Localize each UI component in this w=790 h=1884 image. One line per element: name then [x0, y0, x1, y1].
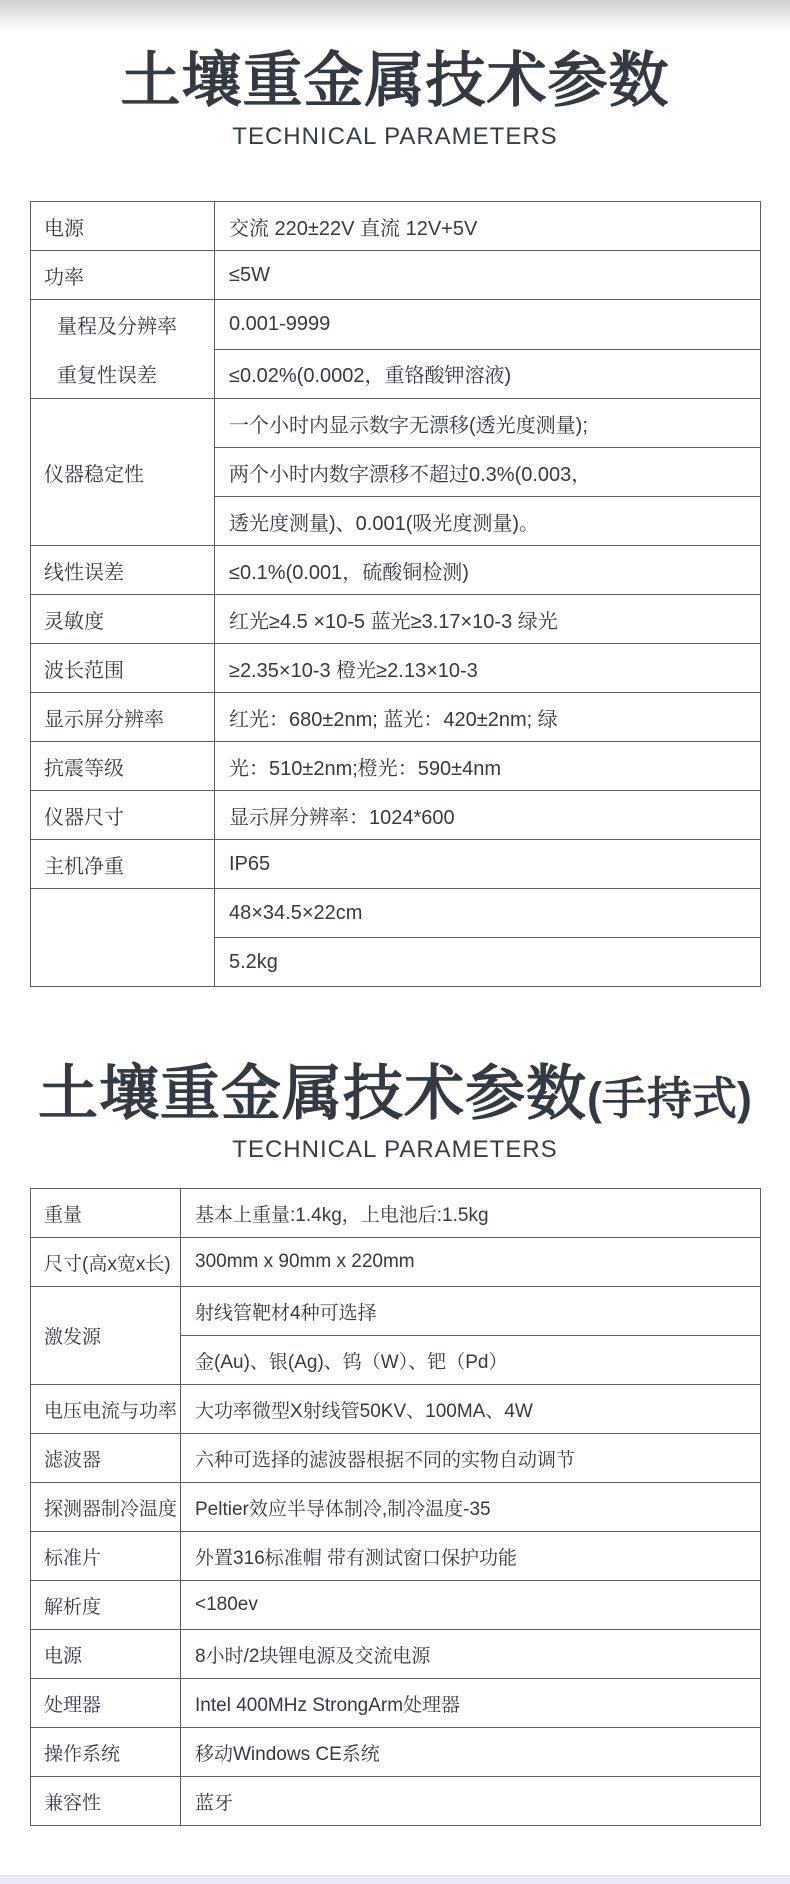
- page-title-text: 土壤重金属技术参数: [120, 47, 670, 114]
- page-subtitle: TECHNICAL PARAMETERS: [232, 1136, 558, 1163]
- param-label: 重量: [31, 1189, 181, 1238]
- table-row: [31, 1581, 761, 1630]
- page-title-text: 土壤重金属技术参数: [38, 1060, 587, 1127]
- param-value: 外置316标准帽 带有测试窗口保护功能: [181, 1532, 761, 1581]
- param-label: 滤波器: [31, 1434, 181, 1483]
- param-value: 金(Au)、银(Ag)、钨（W）、钯（Pd）: [181, 1336, 761, 1385]
- param-label: 电源: [31, 202, 215, 251]
- param-value: ≥2.35×10-3 橙光≥2.13×10-3: [215, 644, 761, 693]
- table-row: [31, 1385, 761, 1434]
- bottom-band: [0, 1875, 790, 1884]
- param-label: 探测器制冷温度: [31, 1483, 181, 1532]
- param-value: 0.001-9999: [215, 300, 761, 350]
- param-value: 六种可选择的滤波器根据不同的实物自动调节: [181, 1434, 761, 1483]
- table-row: [31, 791, 761, 840]
- table-row: [31, 1238, 761, 1287]
- param-value: 红光：680±2nm; 蓝光：420±2nm; 绿: [215, 693, 761, 742]
- param-value: 交流 220±22V 直流 12V+5V: [215, 202, 761, 251]
- spec-table-benchtop: [30, 201, 761, 987]
- param-value: 8小时/2块锂电源及交流电源: [181, 1630, 761, 1679]
- param-label: 标准片: [31, 1532, 181, 1581]
- param-label: 线性误差: [31, 546, 215, 595]
- param-value: <180ev: [181, 1581, 761, 1630]
- table-row: [31, 742, 761, 791]
- param-label: 功率: [31, 251, 215, 300]
- param-label: 显示屏分辨率: [31, 693, 215, 742]
- table-row: [31, 202, 761, 251]
- param-value: ≤0.02%(0.0002，重铬酸钾溶液): [215, 349, 761, 399]
- table-row: [31, 1630, 761, 1679]
- param-label: 激发源: [31, 1287, 181, 1385]
- table-row: [31, 399, 761, 448]
- table-row: [31, 1777, 761, 1826]
- param-label: 仪器稳定性: [31, 399, 215, 546]
- param-label: 量程及分辨率: [57, 316, 177, 338]
- param-value: 5.2kg: [215, 938, 761, 987]
- param-value: ≤5W: [215, 251, 761, 300]
- bottom-spacer: [0, 1826, 790, 1875]
- param-label: 抗震等级: [31, 742, 215, 791]
- param-value: IP65: [215, 840, 761, 889]
- param-label: 主机净重: [31, 840, 215, 889]
- param-value: 射线管靶材4种可选择: [181, 1287, 761, 1336]
- page-title: [0, 46, 790, 115]
- param-value: 蓝牙: [181, 1777, 761, 1826]
- param-label: 尺寸(高x宽x长): [31, 1238, 181, 1287]
- param-value: 300mm x 90mm x 220mm: [181, 1238, 761, 1287]
- param-label: 电压电流与功率: [31, 1385, 181, 1434]
- param-value: 红光≥4.5 ×10-5 蓝光≥3.17×10-3 绿光: [215, 595, 761, 644]
- param-label: 波长范围: [31, 644, 215, 693]
- top-shadow-band: [0, 0, 790, 30]
- param-label: 重复性误差: [57, 365, 157, 387]
- table-row: [31, 1532, 761, 1581]
- param-value: 基本上重量:1.4kg，上电池后:1.5kg: [181, 1189, 761, 1238]
- param-label: 灵敏度: [31, 595, 215, 644]
- param-value: 透光度测量)、0.001(吸光度测量)。: [215, 497, 761, 546]
- param-label-empty: [31, 889, 215, 987]
- table-row: [31, 1434, 761, 1483]
- table-row: [31, 595, 761, 644]
- table-row: [31, 1189, 761, 1238]
- table-row: [31, 251, 761, 300]
- page-subtitle: TECHNICAL PARAMETERS: [232, 123, 558, 150]
- param-value: 移动Windows CE系统: [181, 1728, 761, 1777]
- param-label-group: [31, 300, 215, 399]
- table-row: [31, 546, 761, 595]
- param-value: 光：510±2nm;橙光：590±4nm: [215, 742, 761, 791]
- param-label: 电源: [31, 1630, 181, 1679]
- param-value: 大功率微型X射线管50KV、100MA、4W: [181, 1385, 761, 1434]
- param-label: 兼容性: [31, 1777, 181, 1826]
- param-value: ≤0.1%(0.001，硫酸铜检测): [215, 546, 761, 595]
- param-value: 一个小时内显示数字无漂移(透光度测量);: [215, 399, 761, 448]
- param-label: 仪器尺寸: [31, 791, 215, 840]
- table-row: [31, 1679, 761, 1728]
- table-row: [31, 889, 761, 938]
- table-row: [31, 300, 761, 350]
- param-value: 显示屏分辨率：1024*600: [215, 791, 761, 840]
- param-value: Intel 400MHz StrongArm处理器: [181, 1679, 761, 1728]
- page-title-suffix: (手持式): [587, 1073, 752, 1124]
- table-row: [31, 1483, 761, 1532]
- param-label: 操作系统: [31, 1728, 181, 1777]
- param-value: Peltier效应半导体制冷,制冷温度-35: [181, 1483, 761, 1532]
- table-row: [31, 644, 761, 693]
- spec-table-handheld: [30, 1188, 761, 1826]
- param-label: 处理器: [31, 1679, 181, 1728]
- page-title-handheld: [0, 1059, 790, 1128]
- param-value: 两个小时内数字漂移不超过0.3%(0.003，: [215, 448, 761, 497]
- param-value: 48×34.5×22cm: [215, 889, 761, 938]
- table-row: [31, 1287, 761, 1336]
- table-row: [31, 1728, 761, 1777]
- param-label: 解析度: [31, 1581, 181, 1630]
- table-row: [31, 840, 761, 889]
- table-row: [31, 693, 761, 742]
